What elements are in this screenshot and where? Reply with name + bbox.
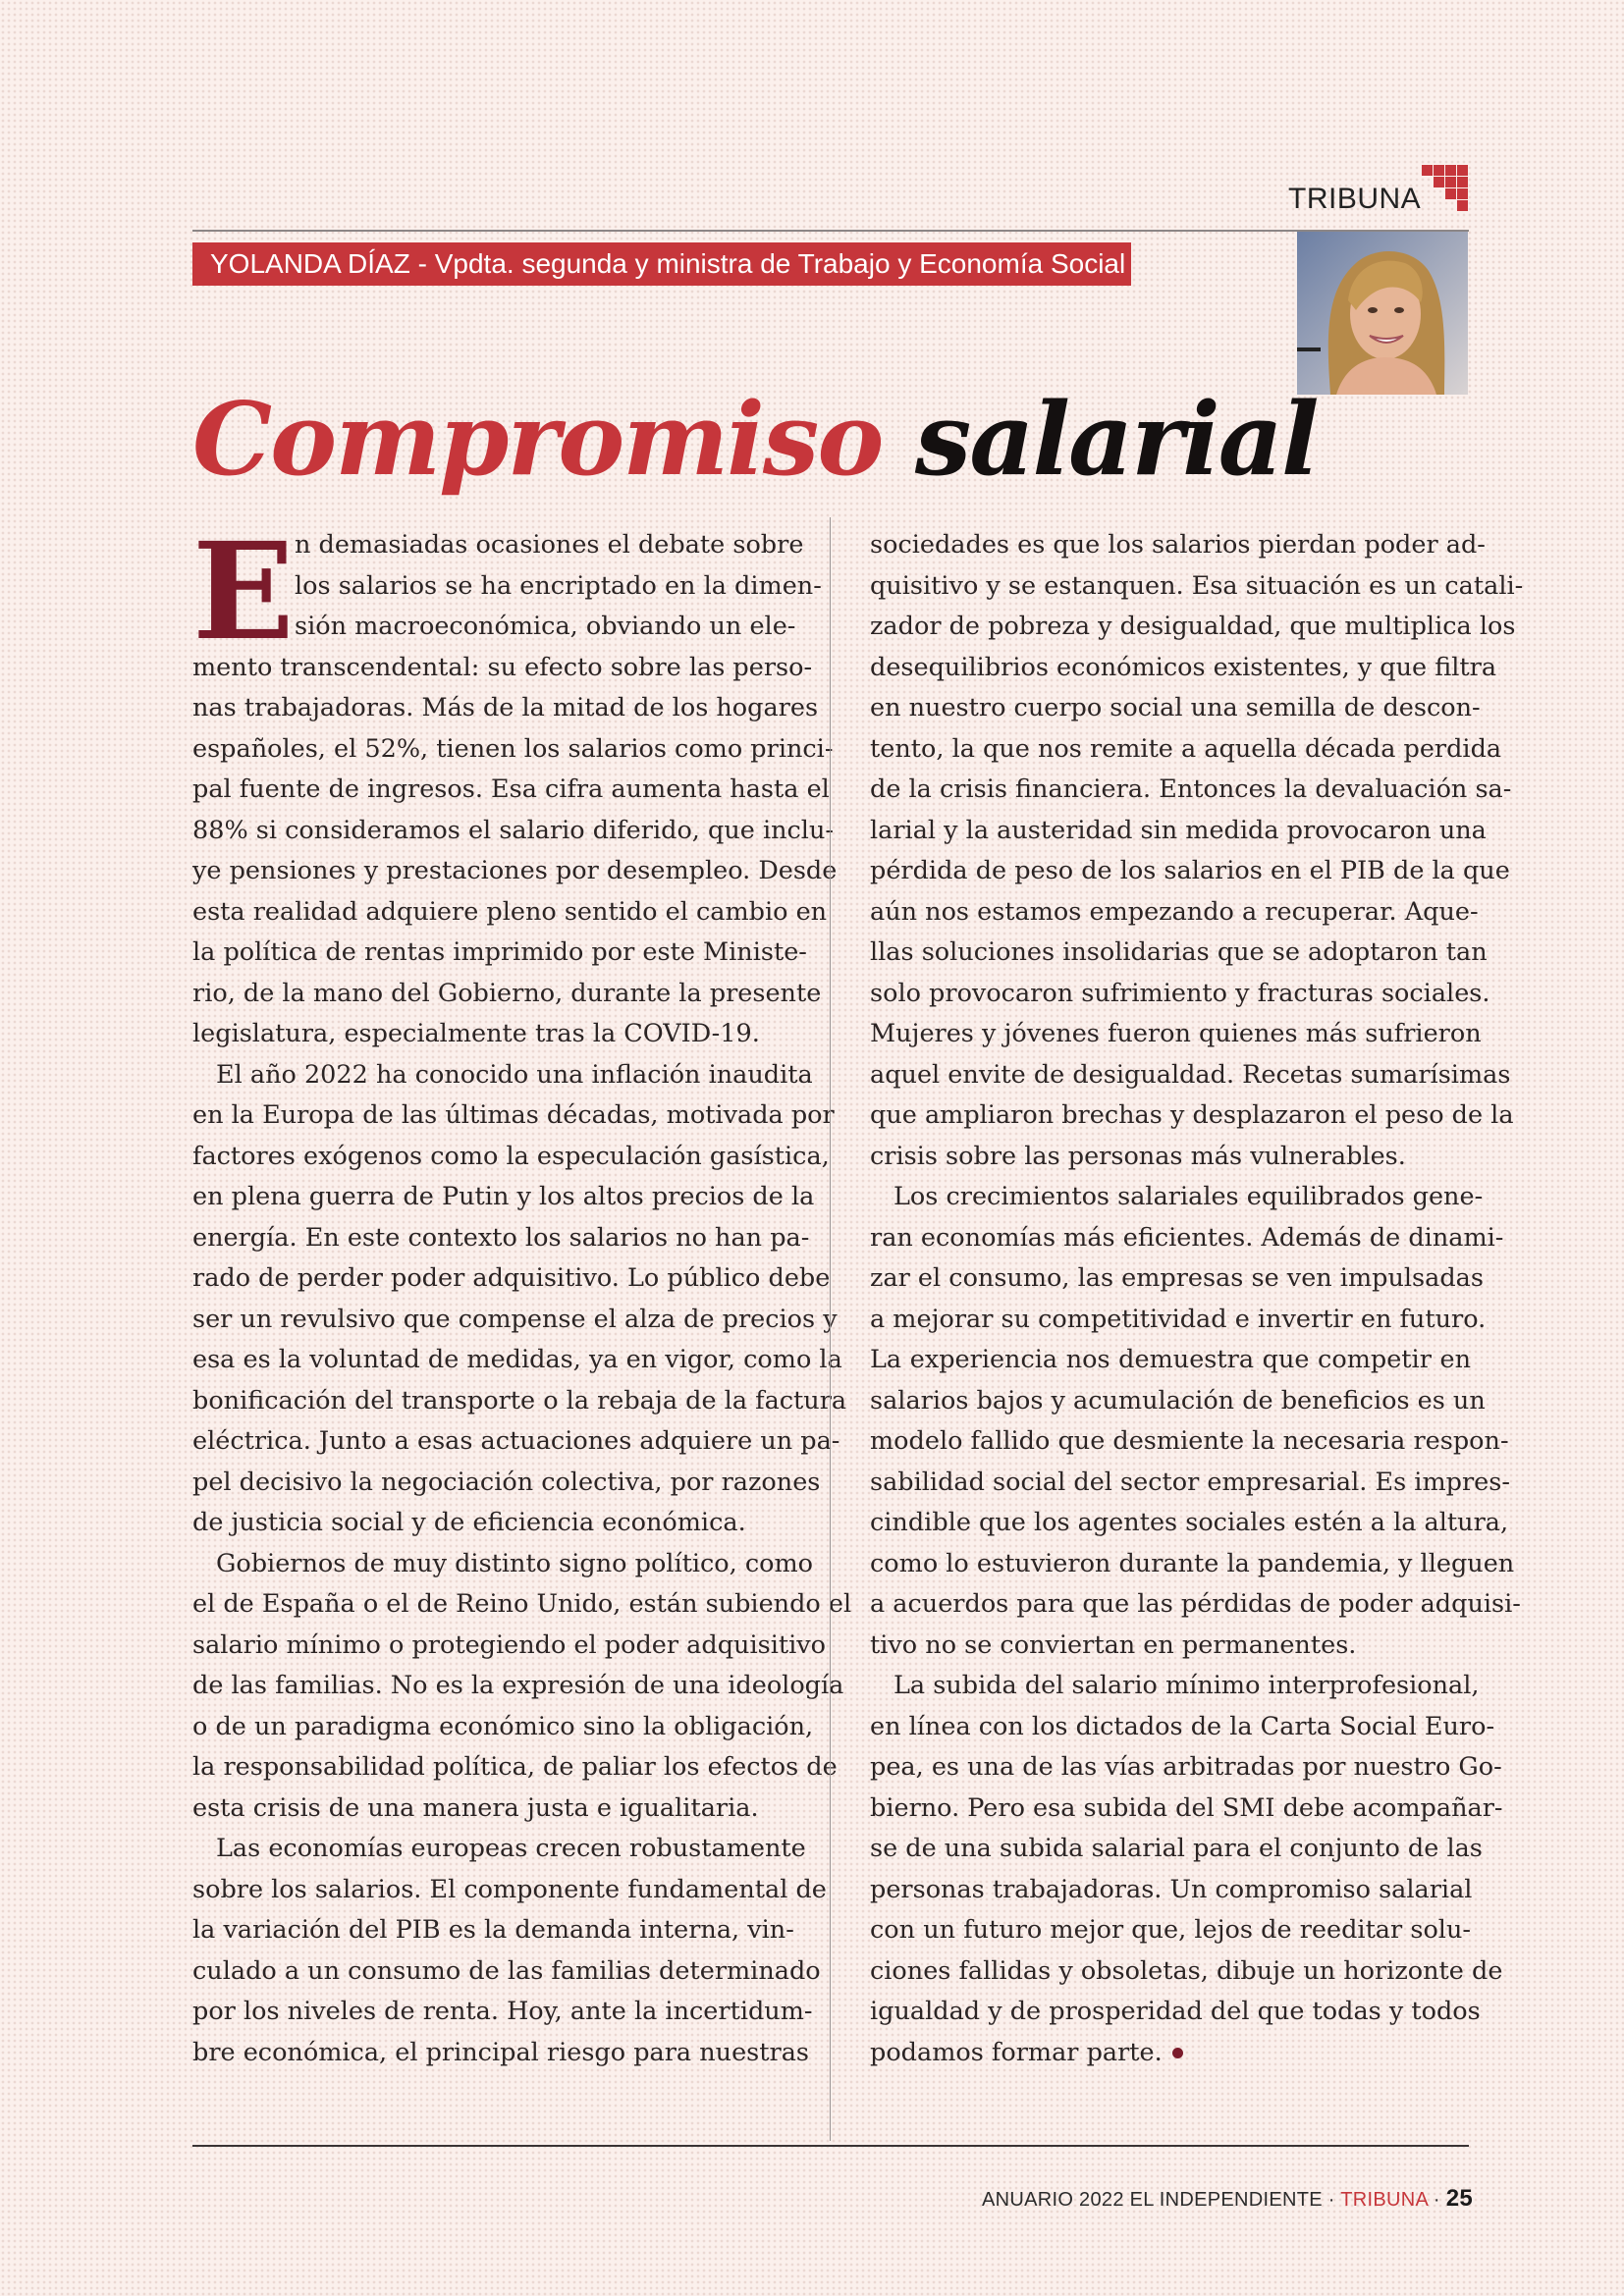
- text-line: energía. En este contexto los salarios no han pa-: [192, 1222, 810, 1253]
- footer-publication: ANUARIO 2022 EL INDEPENDIENTE: [981, 2189, 1323, 2211]
- text-line: esa es la voluntad de medidas, ya en vigor, como la: [192, 1345, 842, 1374]
- text-line: modelo fallido que desmiente la necesaria respon-: [870, 1426, 1509, 1456]
- text-line: bonificación del transporte o la rebaja de la factura: [192, 1385, 847, 1415]
- text-line: o de un paradigma económico sino la obligación,: [192, 1711, 814, 1741]
- text-line: desequilibrios económicos existentes, y que filtra: [870, 652, 1497, 682]
- text-line: salarios bajos y acumulación de beneficios es un: [870, 1385, 1486, 1415]
- text-line: con un futuro mejor que, lejos de reeditar solu-: [870, 1915, 1471, 1945]
- text-line: esta crisis de una manera justa e igualitaria.: [192, 1792, 759, 1823]
- text-line: llas soluciones insolidarias que se adoptaron tan: [870, 937, 1488, 967]
- text-line: en línea con los dictados de la Carta Social Euro-: [870, 1711, 1495, 1741]
- page-number: 25: [1445, 2185, 1473, 2212]
- text-line: la variación del PIB es la demanda interna, vin-: [192, 1915, 794, 1945]
- text-line: Las economías europeas crecen robustamente: [216, 1834, 806, 1863]
- text-line: bierno. Pero esa subida del SMI debe acompañar-: [870, 1792, 1503, 1823]
- text-line: ciones fallidas y obsoletas, dibuje un horizonte de: [870, 1955, 1503, 1986]
- text-line: pel decisivo la negociación colectiva, por razones: [192, 1467, 821, 1497]
- text-line: factores exógenos como la especulación gasística,: [192, 1141, 830, 1171]
- text-line: personas trabajadoras. Un compromiso salarial: [870, 1874, 1473, 1904]
- text-line: que ampliaron brechas y desplazaron el peso de la: [870, 1100, 1514, 1130]
- text-line: esta realidad adquiere pleno sentido el cambio en: [192, 896, 828, 927]
- text-line: Gobiernos de muy distinto signo político, como: [216, 1548, 814, 1578]
- headline-part-1: Compromiso: [192, 381, 883, 499]
- text-line: n demasiadas ocasiones el debate sobre: [295, 530, 804, 560]
- text-line: zar el consumo, las empresas se ven impulsadas: [870, 1263, 1484, 1293]
- text-line: rio, de la mano del Gobierno, durante la presente: [192, 978, 822, 1008]
- text-line: Los crecimientos salariales equilibrados gene-: [893, 1182, 1484, 1211]
- drop-cap: E: [192, 513, 295, 670]
- text-line: ser un revulsivo que compense el alza de precios y: [192, 1304, 838, 1334]
- section-label: TRIBUNA: [1288, 183, 1422, 215]
- footer-separator: ·: [1322, 2189, 1341, 2211]
- top-rule: [192, 230, 1469, 232]
- text-line: tento, la que nos remite a aquella década perdida: [870, 733, 1502, 764]
- end-of-article-icon: [1172, 2048, 1183, 2058]
- text-line: salario mínimo o protegiendo el poder adquisitivo: [192, 1629, 827, 1660]
- text-line: de justicia social y de eficiencia económica.: [192, 1508, 746, 1537]
- text-line: 88% si consideramos el salario diferido, que inclu-: [192, 815, 835, 845]
- text-line: tivo no se conviertan en permanentes.: [870, 1629, 1357, 1660]
- text-line: cindible que los agentes sociales estén a la altura,: [870, 1508, 1509, 1537]
- text-line: en nuestro cuerpo social una semilla de descon-: [870, 693, 1481, 722]
- headline: [192, 371, 1469, 508]
- headline-part-2: salarial: [914, 381, 1318, 499]
- text-line: solo provocaron sufrimiento y fracturas sociales.: [870, 978, 1490, 1008]
- text-line: quisitivo y se estanquen. Esa situación es un catali-: [870, 570, 1524, 601]
- text-line: La experiencia nos demuestra que competir en: [870, 1345, 1471, 1374]
- text-line: los salarios se ha encriptado en la dimen-: [295, 570, 822, 601]
- text-line: Mujeres y jóvenes fueron quienes más sufrieron: [870, 1019, 1482, 1048]
- bottom-rule: [192, 2145, 1469, 2147]
- text-line: ye pensiones y prestaciones por desempleo. Desde: [192, 856, 838, 885]
- text-line: de las familias. No es la expresión de una ideología: [192, 1671, 844, 1700]
- text-line: pal fuente de ingresos. Esa cifra aumenta hasta el: [192, 774, 830, 804]
- text-line: la política de rentas imprimido por este Ministe-: [192, 937, 807, 967]
- text-line: ran economías más eficientes. Además de dinami-: [870, 1222, 1504, 1253]
- text-line: podamos formar parte.: [870, 2033, 1471, 2074]
- text-line: el de España o el de Reino Unido, están subiendo el: [192, 1589, 852, 1619]
- text-line: El año 2022 ha conocido una inflación inaudita: [216, 1059, 813, 1090]
- text-line: mento transcendental: su efecto sobre las perso-: [192, 652, 813, 682]
- section-logo-icon: [1422, 165, 1469, 212]
- text-line: la responsabilidad política, de paliar los efectos de: [192, 1752, 838, 1782]
- text-line: en la Europa de las últimas décadas, motivada por: [192, 1100, 835, 1130]
- text-line: culado a un consumo de las familias determinado: [192, 1955, 821, 1986]
- text-line: sabilidad social del sector empresarial. Es impres-: [870, 1467, 1510, 1497]
- text-line: en plena guerra de Putin y los altos precios de la: [192, 1182, 815, 1211]
- text-line: por los niveles de renta. Hoy, ante la incertidum-: [192, 1997, 813, 2026]
- text-line: sión macroeconómica, obviando un ele-: [295, 612, 796, 641]
- article-column-left: [192, 513, 852, 2073]
- text-line: La subida del salario mínimo interprofesional,: [893, 1671, 1480, 1700]
- text-line: larial y la austeridad sin medida provocaron una: [870, 815, 1487, 845]
- text-line: crisis sobre las personas más vulnerables.: [870, 1141, 1406, 1171]
- text-line: como lo estuvieron durante la pandemia, y lleguen: [870, 1548, 1515, 1578]
- article-column-right: [870, 525, 1524, 2073]
- text-line: sociedades es que los salarios pierdan poder ad-: [870, 530, 1486, 560]
- footer-section: TRIBUNA: [1340, 2189, 1429, 2211]
- text-line: pea, es una de las vías arbitradas por nuestro Go-: [870, 1752, 1502, 1782]
- text-line: a mejorar su competitividad e invertir en futuro.: [870, 1304, 1487, 1334]
- text-line: legislatura, especialmente tras la COVID-19.: [192, 1019, 760, 1048]
- text-line: igualdad y de prosperidad del que todas y todos: [870, 1997, 1481, 2026]
- text-line: sobre los salarios. El componente fundamental de: [192, 1874, 827, 1904]
- footer-page-separator: ·: [1428, 2189, 1446, 2211]
- text-line: rado de perder poder adquisitivo. Lo público debe: [192, 1263, 831, 1293]
- author-byline: YOLANDA DÍAZ - Vpdta. segunda y ministra de Trabajo y Economía Social: [192, 242, 1131, 286]
- column-divider: [830, 517, 831, 2141]
- text-line: a acuerdos para que las pérdidas de poder adquisi-: [870, 1589, 1521, 1619]
- text-line: bre económica, el principal riesgo para nuestras: [192, 2037, 809, 2067]
- text-line: aún nos estamos empezando a recuperar. Aque-: [870, 896, 1479, 927]
- text-line: se de una subida salarial para el conjunto de las: [870, 1834, 1483, 1863]
- text-line: zador de pobreza y desigualdad, que multiplica los: [870, 612, 1516, 641]
- text-line: pérdida de peso de los salarios en el PIB de la que: [870, 856, 1510, 885]
- page-footer: [982, 2185, 1473, 2213]
- text-line: de la crisis financiera. Entonces la devaluación sa-: [870, 774, 1512, 804]
- text-line: nas trabajadoras. Más de la mitad de los hogares: [192, 693, 819, 722]
- text-line: aquel envite de desigualdad. Recetas sumarísimas: [870, 1059, 1511, 1090]
- text-line: españoles, el 52%, tienen los salarios como princi-: [192, 733, 834, 764]
- text-line: eléctrica. Junto a esas actuaciones adquiere un pa-: [192, 1426, 840, 1456]
